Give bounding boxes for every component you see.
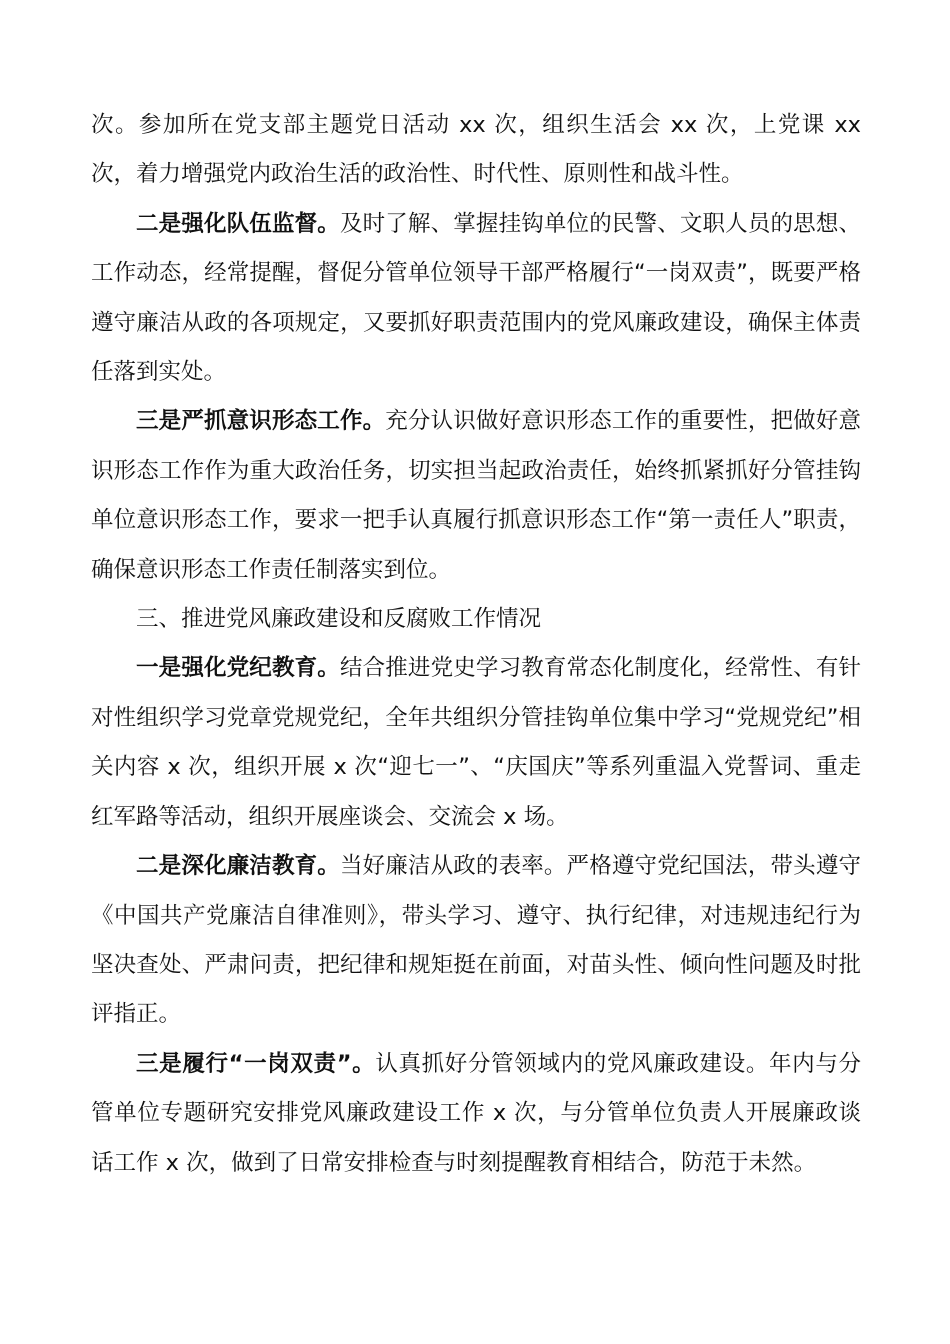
paragraph-text: 认真抓好分管领域内的党风廉政建设。年内与分管单位专题研究安排党风廉政建设工作 x 次，与分管单位负责人开展廉政谈话工作 x 次，做到了日常安排检查与时刻提醒教育相结合，防范于未然。	[91, 1050, 861, 1176]
document-body	[91, 101, 861, 1188]
paragraph-lead: 二是深化廉洁教育。	[136, 853, 340, 880]
section-heading	[91, 595, 861, 644]
paragraph-ideology-work	[91, 397, 861, 595]
paragraph-integrity-education	[91, 842, 861, 1040]
paragraph-discipline-education	[91, 644, 861, 842]
paragraph-lead: 三是严抓意识形态工作。	[136, 408, 386, 435]
paragraph-text: 结合推进党史学习教育常态化制度化，经常性、有针对性组织学习党章党规党纪，全年共组织分管挂钩单位集中学习“党规党纪”相关内容 x 次，组织开展 x 次“迎七一”、“庆国庆”等系列重温入党誓词、重走红军路等活动，组织开展座谈会、交流会 x 场。	[91, 655, 861, 830]
section-heading-text: 三、推进党风廉政建设和反腐败工作情况	[136, 606, 542, 633]
paragraph-text: 及时了解、掌握挂钩单位的民警、文职人员的思想、工作动态，经常提醒，督促分管单位领导干部严格履行“一岗双责”，既要严格遵守廉洁从政的各项规定，又要抓好职责范围内的党风廉政建设，确保主体责任落到实处。	[91, 210, 861, 386]
paragraph-team-supervision	[91, 200, 861, 398]
paragraph-lead: 三是履行“一岗双责”。	[136, 1050, 376, 1077]
paragraph-text: 当好廉洁从政的表率。严格遵守党纪国法，带头遵守《中国共产党廉洁自律准则》，带头学习、遵守、执行纪律，对违规违纪行为坚决查处、严肃问责，把纪律和规矩挺在前面，对苗头性、倾向性问题及时批评指正。	[91, 853, 861, 1028]
paragraph-continuation	[91, 101, 861, 200]
paragraph-text: 充分认识做好意识形态工作的重要性，把做好意识形态工作作为重大政治任务，切实担当起政治责任，始终抓紧抓好分管挂钩单位意识形态工作，要求一把手认真履行抓意识形态工作“第一责任人”职责，确保意识形态工作责任制落实到位。	[91, 408, 861, 583]
paragraph-text: 次。参加所在党支部主题党日活动 xx 次，组织生活会 xx 次，上党课 xx 次，着力增强党内政治生活的政治性、时代性、原则性和战斗性。	[91, 112, 861, 188]
paragraph-lead: 一是强化党纪教育。	[136, 655, 340, 682]
paragraph-dual-responsibility	[91, 1040, 861, 1188]
paragraph-lead: 二是强化队伍监督。	[136, 210, 340, 237]
